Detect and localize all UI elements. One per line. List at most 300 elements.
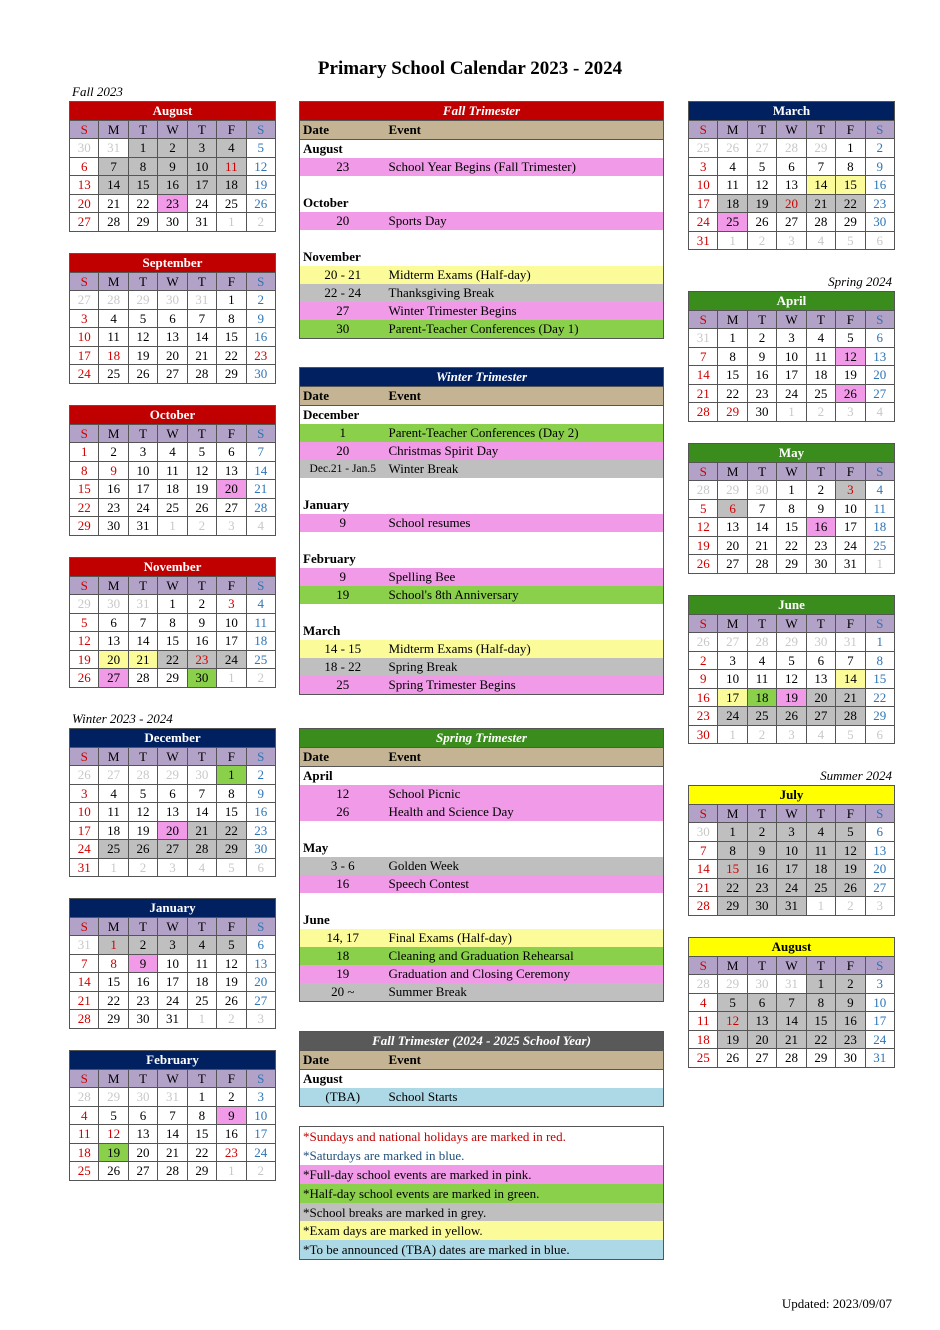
day-cell: 8: [128, 157, 157, 176]
event-date: Dec.21 - Jan.5: [300, 460, 386, 478]
day-cell: 22: [217, 346, 246, 365]
day-cell: 30: [836, 1049, 865, 1068]
blank-row: [300, 532, 664, 550]
event-date: 30: [300, 320, 386, 339]
weekday-header: F: [836, 804, 865, 823]
day-cell: 6: [217, 443, 246, 462]
day-cell: 3: [246, 1010, 276, 1029]
day-cell: 1: [718, 725, 747, 744]
month-name: May: [689, 444, 895, 463]
day-cell: 2: [747, 329, 776, 348]
event-name: Winter Trimester Begins: [386, 302, 664, 320]
weekday-header: S: [865, 804, 894, 823]
day-cell: 30: [246, 365, 275, 384]
blank-row: [300, 821, 664, 839]
day-cell: 29: [777, 633, 806, 652]
day-cell: 7: [187, 309, 216, 328]
day-cell: 6: [158, 309, 187, 328]
day-cell: 20: [777, 194, 806, 213]
event-date: 27: [300, 302, 386, 320]
day-cell: 12: [128, 803, 157, 822]
day-cell: 13: [806, 670, 835, 689]
weekday-header: W: [158, 120, 187, 139]
weekday-header: S: [246, 576, 275, 595]
weekday-header: S: [70, 747, 99, 766]
day-cell: 19: [128, 346, 157, 365]
month-calendar: [69, 101, 276, 232]
month-group-label: April: [300, 767, 664, 786]
day-cell: 12: [836, 841, 865, 860]
event-name: Graduation and Closing Ceremony: [386, 965, 664, 983]
day-cell: 19: [777, 688, 806, 707]
day-cell: 14: [158, 1125, 187, 1144]
day-cell: 8: [806, 993, 835, 1012]
day-cell: 16: [836, 1012, 865, 1031]
column-header-event: Event: [386, 387, 664, 406]
weekday-header: W: [777, 614, 806, 633]
event-name: Spring Trimester Begins: [386, 676, 664, 695]
event-date: 18: [300, 947, 386, 965]
day-cell: 18: [99, 821, 128, 840]
day-cell: 22: [99, 991, 128, 1010]
day-cell: 2: [217, 1010, 246, 1029]
day-cell: 23: [217, 1143, 246, 1162]
month-calendar: [69, 405, 276, 536]
day-cell: 25: [187, 991, 216, 1010]
day-cell: 25: [158, 498, 187, 517]
day-cell: 15: [718, 366, 747, 385]
day-cell: 31: [777, 897, 806, 916]
day-cell: 4: [865, 403, 894, 422]
event-name: Summer Break: [386, 983, 664, 1002]
day-cell: 31: [187, 213, 216, 232]
day-cell: 15: [187, 1125, 216, 1144]
month-name: April: [689, 292, 895, 311]
weekday-header: W: [777, 462, 806, 481]
month-name: February: [70, 1051, 276, 1070]
day-cell: 31: [128, 517, 157, 536]
day-cell: 9: [806, 499, 835, 518]
weekday-header: T: [747, 462, 776, 481]
weekday-header: T: [747, 804, 776, 823]
day-cell: 7: [99, 157, 128, 176]
day-cell: 29: [128, 291, 157, 310]
day-cell: 14: [777, 1012, 806, 1031]
day-cell: 20: [865, 860, 894, 879]
day-cell: 22: [217, 821, 246, 840]
day-cell: 21: [187, 346, 216, 365]
day-cell: 22: [806, 1030, 835, 1049]
day-cell: 20: [865, 366, 894, 385]
day-cell: 18: [865, 518, 894, 537]
day-cell: 21: [689, 384, 718, 403]
event-date: 14 - 15: [300, 640, 386, 658]
day-cell: 28: [128, 669, 157, 688]
day-cell: 14: [246, 461, 275, 480]
day-cell: 17: [777, 366, 806, 385]
day-cell: 3: [217, 517, 246, 536]
day-cell: 2: [806, 403, 835, 422]
weekday-header: S: [246, 272, 275, 291]
event-name: Health and Science Day: [386, 803, 664, 821]
day-cell: 2: [747, 823, 776, 842]
day-cell: 12: [718, 1012, 747, 1031]
day-cell: 16: [689, 688, 718, 707]
day-cell: 19: [718, 1030, 747, 1049]
day-cell: 2: [128, 858, 157, 877]
day-cell: 4: [99, 309, 128, 328]
day-cell: 14: [187, 328, 216, 347]
day-cell: 16: [246, 803, 275, 822]
month-name: August: [70, 102, 276, 121]
blank-row: [300, 893, 664, 911]
event-table: [299, 101, 664, 339]
day-cell: 15: [777, 518, 806, 537]
day-cell: 21: [128, 650, 157, 669]
day-cell: 4: [187, 936, 216, 955]
weekday-header: S: [70, 1069, 99, 1088]
day-cell: 6: [128, 1106, 157, 1125]
day-cell: 28: [70, 1010, 99, 1029]
weekday-header: W: [777, 310, 806, 329]
day-cell: 1: [865, 633, 894, 652]
weekday-header: S: [70, 576, 99, 595]
day-cell: 9: [836, 993, 865, 1012]
weekday-header: W: [158, 917, 187, 936]
day-cell: 3: [777, 329, 806, 348]
weekday-header: T: [128, 272, 157, 291]
weekday-header: F: [217, 1069, 246, 1088]
day-cell: 17: [246, 1125, 275, 1144]
day-cell: 30: [806, 555, 835, 574]
day-cell: 4: [806, 329, 835, 348]
day-cell: 1: [718, 231, 747, 250]
day-cell: 11: [747, 670, 776, 689]
legend-item: *Sundays and national holidays are marked in red.: [303, 1129, 566, 1144]
section-label: Spring 2024: [828, 274, 892, 289]
day-cell: 28: [246, 498, 275, 517]
day-cell: 29: [70, 595, 99, 614]
event-name: Final Exams (Half-day): [386, 929, 664, 947]
day-cell: 26: [718, 139, 747, 158]
day-cell: 28: [158, 1162, 187, 1181]
day-cell: 28: [747, 555, 776, 574]
day-cell: 23: [158, 194, 187, 213]
day-cell: 26: [128, 840, 157, 859]
day-cell: 27: [246, 991, 276, 1010]
day-cell: 27: [718, 555, 747, 574]
event-name: Spelling Bee: [386, 568, 664, 586]
day-cell: 25: [70, 1162, 99, 1181]
day-cell: 22: [777, 536, 806, 555]
day-cell: 23: [836, 1030, 865, 1049]
day-cell: 8: [217, 784, 246, 803]
day-cell: 25: [865, 536, 894, 555]
day-cell: 8: [187, 1106, 216, 1125]
day-cell: 18: [187, 973, 216, 992]
day-cell: 23: [689, 707, 718, 726]
day-cell: 14: [128, 632, 157, 651]
day-cell: 21: [99, 194, 128, 213]
day-cell: 27: [158, 840, 187, 859]
day-cell: 1: [777, 403, 806, 422]
day-cell: 10: [187, 157, 216, 176]
day-cell: 29: [158, 766, 187, 785]
day-cell: 1: [158, 595, 187, 614]
day-cell: 7: [158, 1106, 187, 1125]
day-cell: 17: [836, 518, 865, 537]
day-cell: 12: [777, 670, 806, 689]
day-cell: 3: [718, 651, 747, 670]
day-cell: 17: [777, 860, 806, 879]
day-cell: 20: [99, 650, 128, 669]
weekday-header: S: [689, 120, 718, 139]
event-name: Speech Contest: [386, 875, 664, 893]
day-cell: 17: [187, 176, 216, 195]
page-title: Primary School Calendar 2023 - 2024: [317, 58, 623, 79]
day-cell: 9: [99, 461, 128, 480]
day-cell: 31: [689, 231, 718, 250]
day-cell: 3: [689, 157, 718, 176]
section-label: Summer 2024: [820, 768, 892, 783]
event-date: 20 - 21: [300, 266, 386, 284]
weekday-header: S: [865, 956, 894, 975]
day-cell: 8: [70, 461, 99, 480]
day-cell: 4: [806, 823, 835, 842]
day-cell: 6: [747, 993, 776, 1012]
day-cell: 13: [747, 1012, 776, 1031]
day-cell: 15: [99, 973, 128, 992]
day-cell: 1: [836, 139, 865, 158]
event-table: [299, 367, 664, 695]
day-cell: 31: [158, 1088, 187, 1107]
day-cell: 1: [187, 1088, 216, 1107]
weekday-header: M: [99, 917, 128, 936]
event-date: 16: [300, 875, 386, 893]
day-cell: 6: [865, 725, 894, 744]
day-cell: 27: [99, 669, 128, 688]
day-cell: 17: [128, 480, 157, 499]
day-cell: 12: [187, 461, 216, 480]
day-cell: 9: [187, 613, 216, 632]
weekday-header: M: [99, 1069, 128, 1088]
day-cell: 15: [158, 632, 187, 651]
day-cell: 25: [99, 365, 128, 384]
day-cell: 23: [128, 991, 157, 1010]
day-cell: 11: [718, 176, 747, 195]
event-date: 20: [300, 442, 386, 460]
day-cell: 14: [689, 366, 718, 385]
day-cell: 30: [747, 975, 776, 994]
column-header-date: Date: [300, 121, 386, 140]
legend-item: *Saturdays are marked in blue.: [303, 1147, 465, 1163]
weekday-header: T: [806, 804, 835, 823]
day-cell: 5: [128, 309, 157, 328]
month-name: August: [689, 938, 895, 957]
day-cell: 29: [718, 481, 747, 500]
event-name: Thanksgiving Break: [386, 284, 664, 302]
month-calendar: [688, 443, 895, 574]
day-cell: 29: [806, 1049, 835, 1068]
day-cell: 28: [836, 707, 865, 726]
day-cell: 22: [836, 194, 865, 213]
day-cell: 8: [217, 309, 246, 328]
day-cell: 6: [246, 936, 276, 955]
day-cell: 16: [187, 632, 216, 651]
day-cell: 25: [806, 384, 835, 403]
day-cell: 25: [718, 213, 747, 232]
weekday-header: S: [689, 462, 718, 481]
day-cell: 30: [158, 291, 187, 310]
event-date: 20 ~: [300, 983, 386, 1002]
day-cell: 18: [806, 860, 835, 879]
legend-item: *Exam days are marked in yellow.: [300, 1221, 663, 1240]
day-cell: 7: [689, 841, 718, 860]
day-cell: 20: [747, 1030, 776, 1049]
month-calendar: [688, 937, 895, 1068]
weekday-header: W: [777, 956, 806, 975]
weekday-header: S: [70, 120, 99, 139]
day-cell: 31: [187, 291, 216, 310]
day-cell: 26: [70, 669, 99, 688]
day-cell: 13: [777, 176, 806, 195]
day-cell: 25: [806, 878, 835, 897]
day-cell: 15: [217, 328, 246, 347]
day-cell: 9: [217, 1106, 246, 1125]
day-cell: 27: [747, 1049, 776, 1068]
day-cell: 7: [70, 954, 99, 973]
day-cell: 24: [70, 365, 99, 384]
day-cell: 30: [99, 595, 128, 614]
day-cell: 7: [689, 347, 718, 366]
day-cell: 29: [99, 1010, 128, 1029]
day-cell: 11: [187, 954, 216, 973]
day-cell: 9: [689, 670, 718, 689]
weekday-header: M: [718, 614, 747, 633]
day-cell: 5: [836, 823, 865, 842]
day-cell: 1: [217, 1162, 246, 1181]
day-cell: 4: [246, 595, 275, 614]
day-cell: 21: [158, 1143, 187, 1162]
day-cell: 21: [246, 480, 275, 499]
day-cell: 20: [246, 973, 276, 992]
day-cell: 29: [217, 840, 246, 859]
event-date: 19: [300, 586, 386, 604]
day-cell: 28: [187, 840, 216, 859]
day-cell: 10: [865, 993, 894, 1012]
day-cell: 31: [836, 633, 865, 652]
weekday-header: F: [217, 424, 246, 443]
day-cell: 17: [217, 632, 246, 651]
weekday-header: T: [128, 1069, 157, 1088]
day-cell: 10: [836, 499, 865, 518]
event-table-title: Winter Trimester: [300, 368, 664, 387]
weekday-header: S: [689, 804, 718, 823]
day-cell: 4: [158, 443, 187, 462]
day-cell: 11: [217, 157, 246, 176]
day-cell: 9: [246, 309, 275, 328]
day-cell: 11: [806, 841, 835, 860]
day-cell: 22: [128, 194, 157, 213]
updated-date: Updated: 2023/09/07: [781, 1296, 892, 1311]
blank-row: [300, 176, 664, 194]
event-name: Parent-Teacher Conferences (Day 1): [386, 320, 664, 339]
day-cell: 16: [806, 518, 835, 537]
day-cell: 19: [187, 480, 216, 499]
day-cell: 19: [70, 650, 99, 669]
blank-row: [300, 478, 664, 496]
day-cell: 5: [128, 784, 157, 803]
event-date: 26: [300, 803, 386, 821]
day-cell: 16: [128, 973, 157, 992]
weekday-header: T: [187, 917, 216, 936]
day-cell: 6: [865, 329, 894, 348]
day-cell: 29: [777, 555, 806, 574]
day-cell: 18: [747, 688, 776, 707]
day-cell: 15: [806, 1012, 835, 1031]
day-cell: 2: [865, 139, 894, 158]
day-cell: 31: [99, 139, 128, 158]
day-cell: 23: [806, 536, 835, 555]
day-cell: 29: [718, 403, 747, 422]
column-header-date: Date: [300, 748, 386, 767]
day-cell: 18: [806, 366, 835, 385]
day-cell: 17: [718, 688, 747, 707]
weekday-header: F: [217, 576, 246, 595]
day-cell: 8: [718, 347, 747, 366]
day-cell: 20: [70, 194, 99, 213]
day-cell: 21: [689, 878, 718, 897]
day-cell: 27: [865, 384, 894, 403]
day-cell: 10: [70, 803, 99, 822]
day-cell: 3: [70, 309, 99, 328]
weekday-header: S: [246, 1069, 275, 1088]
day-cell: 2: [246, 766, 275, 785]
day-cell: 30: [747, 481, 776, 500]
day-cell: 9: [747, 347, 776, 366]
day-cell: 3: [128, 443, 157, 462]
event-date: 23: [300, 158, 386, 176]
day-cell: 16: [217, 1125, 246, 1144]
day-cell: 20: [718, 536, 747, 555]
day-cell: 1: [777, 481, 806, 500]
event-name: Cleaning and Graduation Rehearsal: [386, 947, 664, 965]
day-cell: 8: [836, 157, 865, 176]
day-cell: 2: [836, 975, 865, 994]
day-cell: 24: [865, 1030, 894, 1049]
weekday-header: T: [806, 310, 835, 329]
month-name: March: [689, 102, 895, 121]
day-cell: 23: [865, 194, 894, 213]
day-cell: 21: [836, 688, 865, 707]
weekday-header: S: [246, 747, 275, 766]
day-cell: 29: [128, 213, 157, 232]
day-cell: 28: [689, 897, 718, 916]
day-cell: 3: [246, 1088, 275, 1107]
day-cell: 16: [747, 860, 776, 879]
day-cell: 19: [747, 194, 776, 213]
column-header-event: Event: [386, 748, 664, 767]
day-cell: 22: [718, 878, 747, 897]
day-cell: 30: [187, 766, 216, 785]
month-group-label: December: [300, 406, 664, 425]
day-cell: 3: [217, 595, 246, 614]
day-cell: 31: [128, 595, 157, 614]
day-cell: 5: [718, 993, 747, 1012]
day-cell: 3: [865, 975, 894, 994]
day-cell: 2: [187, 517, 216, 536]
day-cell: 8: [865, 651, 894, 670]
